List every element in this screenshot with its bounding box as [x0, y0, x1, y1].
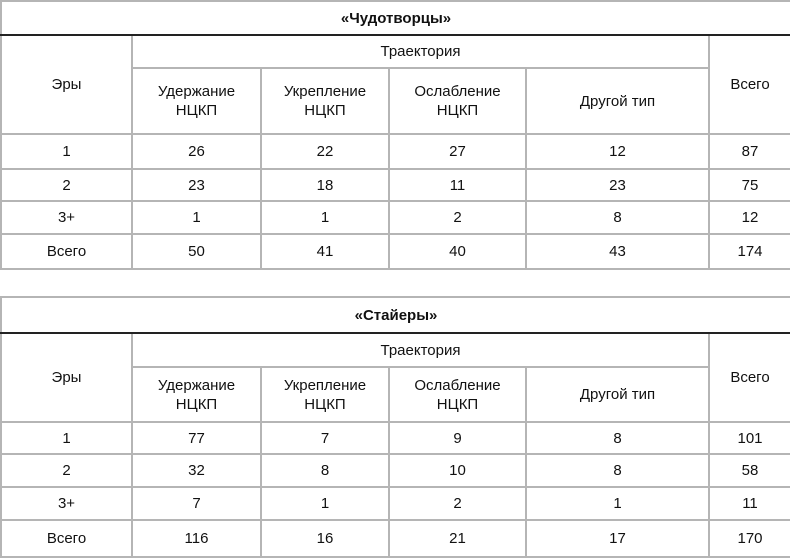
value-cell: 17: [526, 520, 709, 557]
value-cell: 18: [261, 169, 389, 201]
value-cell: 9: [389, 422, 526, 454]
value-cell: 116: [132, 520, 261, 557]
value-cell: 23: [132, 169, 261, 201]
value-cell: 12: [526, 134, 709, 169]
value-cell: 40: [389, 234, 526, 269]
value-cell: 2: [389, 487, 526, 520]
era-cell: 1: [1, 422, 132, 454]
value-cell: 7: [132, 487, 261, 520]
table-row: [1, 487, 790, 520]
column-header: Ослабление НЦКП: [389, 68, 526, 134]
value-cell: 77: [132, 422, 261, 454]
table-row: [1, 454, 790, 487]
value-cell: 11: [389, 169, 526, 201]
era-header: Эры: [1, 35, 132, 134]
row-total-cell: 58: [709, 454, 790, 487]
value-cell: 1: [261, 201, 389, 234]
column-header: Удержание НЦКП: [132, 68, 261, 134]
trajectory-header: Траектория: [132, 333, 709, 367]
table-miracle-workers: [0, 0, 790, 270]
table-title: «Стайеры»: [1, 297, 790, 333]
value-cell: 23: [526, 169, 709, 201]
value-cell: 1: [132, 201, 261, 234]
row-total-cell: 101: [709, 422, 790, 454]
column-header: Другой тип: [526, 68, 709, 134]
era-cell: 1: [1, 134, 132, 169]
table-row: [1, 169, 790, 201]
row-total-cell: 12: [709, 201, 790, 234]
value-cell: 41: [261, 234, 389, 269]
value-cell: 1: [261, 487, 389, 520]
era-cell: 2: [1, 169, 132, 201]
column-header: Укрепление НЦКП: [261, 68, 389, 134]
table-row: [1, 520, 790, 557]
era-header: Эры: [1, 333, 132, 422]
table-row: [1, 134, 790, 169]
value-cell: 8: [526, 422, 709, 454]
column-header: Удержание НЦКП: [132, 367, 261, 422]
value-cell: 7: [261, 422, 389, 454]
value-cell: 10: [389, 454, 526, 487]
value-cell: 8: [526, 454, 709, 487]
table-row: [1, 234, 790, 269]
table-title: «Чудотворцы»: [1, 1, 790, 35]
column-header: Укрепление НЦКП: [261, 367, 389, 422]
value-cell: 50: [132, 234, 261, 269]
value-cell: 22: [261, 134, 389, 169]
value-cell: 8: [261, 454, 389, 487]
era-cell: 2: [1, 454, 132, 487]
row-total-cell: 75: [709, 169, 790, 201]
table-stayers: [0, 296, 790, 558]
total-header: Всего: [709, 35, 790, 134]
era-cell: 3+: [1, 487, 132, 520]
value-cell: 43: [526, 234, 709, 269]
value-cell: 26: [132, 134, 261, 169]
value-cell: 16: [261, 520, 389, 557]
era-cell: 3+: [1, 201, 132, 234]
value-cell: 8: [526, 201, 709, 234]
value-cell: 2: [389, 201, 526, 234]
row-total-cell: 174: [709, 234, 790, 269]
value-cell: 27: [389, 134, 526, 169]
column-header: Другой тип: [526, 367, 709, 422]
row-total-cell: 11: [709, 487, 790, 520]
table-row: [1, 201, 790, 234]
table-row: [1, 422, 790, 454]
trajectory-header: Траектория: [132, 35, 709, 68]
column-header: Ослабление НЦКП: [389, 367, 526, 422]
total-header: Всего: [709, 333, 790, 422]
value-cell: 1: [526, 487, 709, 520]
value-cell: 21: [389, 520, 526, 557]
value-cell: 32: [132, 454, 261, 487]
era-cell: Всего: [1, 234, 132, 269]
row-total-cell: 170: [709, 520, 790, 557]
row-total-cell: 87: [709, 134, 790, 169]
era-cell: Всего: [1, 520, 132, 557]
